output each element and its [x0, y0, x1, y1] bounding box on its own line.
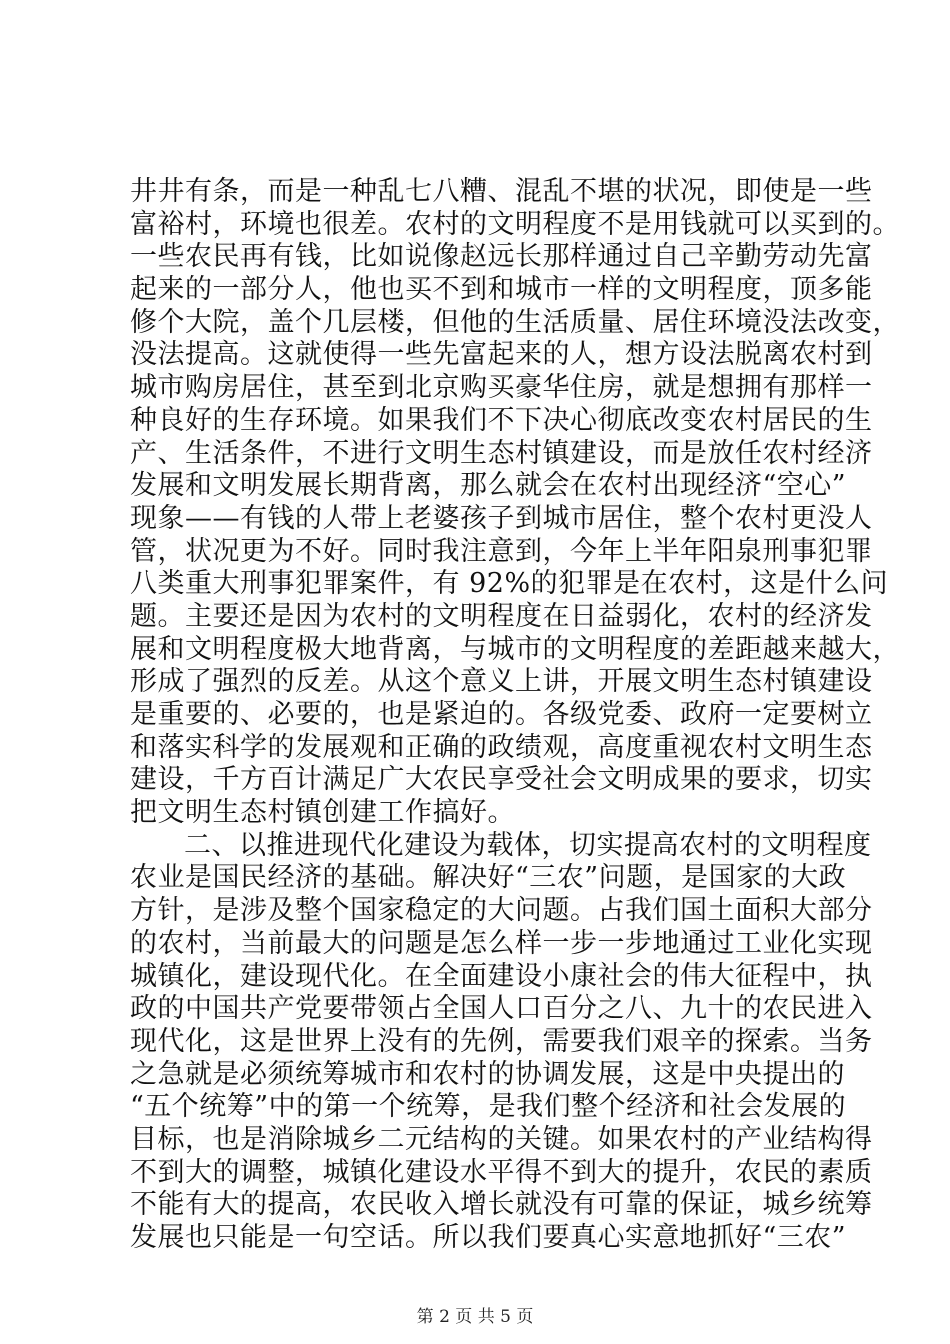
text-line: 的农村，当前最大的问题是怎么样一步一步地通过工业化实现 [130, 927, 873, 959]
text-line: 题。主要还是因为农村的文明程度在日益弱化，农村的经济发 [130, 600, 873, 632]
text-line: 起来的一部分人，他也买不到和城市一样的文明程度，顶多能 [130, 274, 873, 306]
text-line: 现象——有钱的人带上老婆孩子到城市居住，整个农村更没人 [130, 502, 873, 534]
section-heading: 二、以推进现代化建设为载体，切实提高农村的文明程度 [184, 829, 872, 861]
text-line: 发展和文明发展长期背离，那么就会在农村出现经济“空心” [130, 470, 847, 502]
text-line: 现代化，这是世界上没有的先例，需要我们艰辛的探索。当务 [130, 1025, 873, 1057]
text-line: 产、生活条件，不进行文明生态村镇建设，而是放任农村经济 [130, 437, 873, 469]
text-line: 种良好的生存环境。如果我们不下决心彻底改变农村居民的生 [130, 404, 873, 436]
text-line: 城镇化，建设现代化。在全面建设小康社会的伟大征程中，执 [130, 960, 873, 992]
text-line: 发展也只能是一句空话。所以我们要真心实意地抓好“三农” [130, 1222, 847, 1253]
text-line: 一些农民再有钱，比如说像赵远长那样通过自己辛勤劳动先富 [130, 241, 873, 273]
text-line: 农业是国民经济的基础。解决好“三农”问题，是国家的大政 [130, 862, 847, 894]
text-line: 建设，千方百计满足广大农民享受社会文明成果的要求，切实 [130, 764, 873, 796]
text-line: 方针，是涉及整个国家稳定的大问题。占我们国土面积大部分 [130, 895, 873, 927]
document-body [130, 176, 900, 1255]
text-line: 和落实科学的发展观和正确的政绩观，高度重视农村文明生态 [130, 731, 873, 763]
text-line: 城市购房居住，甚至到北京购买豪华住房，就是想拥有那样一 [130, 372, 873, 404]
text-line: 不能有大的提高，农民收入增长就没有可靠的保证，城乡统筹 [130, 1189, 873, 1221]
page-number-footer: 第 2 页 共 5 页 [416, 1307, 534, 1327]
text-line: 不到大的调整，城镇化建设水平得不到大的提升，农民的素质 [130, 1156, 873, 1188]
text-line: 展和文明程度极大地背离，与城市的文明程度的差距越来越大， [130, 633, 900, 665]
text-line: 目标，也是消除城乡二元结构的关键。如果农村的产业结构得 [130, 1123, 873, 1155]
text-line: 八类重大刑事犯罪案件，有 92%的犯罪是在农村，这是什么问 [130, 568, 889, 600]
text-line: 管，状况更为不好。同时我注意到，今年上半年阳泉刑事犯罪 [130, 535, 873, 567]
text-line: 修个大院，盖个几层楼，但他的生活质量、居住环境没法改变， [130, 306, 900, 338]
text-line: “五个统筹”中的第一个统筹，是我们整个经济和社会发展的 [130, 1091, 847, 1123]
text-line: 没法提高。这就使得一些先富起来的人，想方设法脱离农村到 [130, 339, 873, 371]
text-line: 井井有条，而是一种乱七八糟、混乱不堪的状况，即使是一些 [130, 176, 873, 207]
text-line: 富裕村，环境也很差。农村的文明程度不是用钱就可以买到的。 [130, 208, 900, 240]
text-line: 是重要的、必要的，也是紧迫的。各级党委、政府一定要树立 [130, 699, 873, 730]
text-line: 政的中国共产党要带领占全国人口百分之八、九十的农民进入 [130, 993, 873, 1025]
paragraph-end-line: 把文明生态村镇创建工作搞好。 [130, 797, 515, 829]
text-line: 形成了强烈的反差。从这个意义上讲，开展文明生态村镇建设 [130, 666, 873, 698]
text-line: 之急就是必须统筹城市和农村的协调发展，这是中央提出的 [130, 1058, 845, 1090]
